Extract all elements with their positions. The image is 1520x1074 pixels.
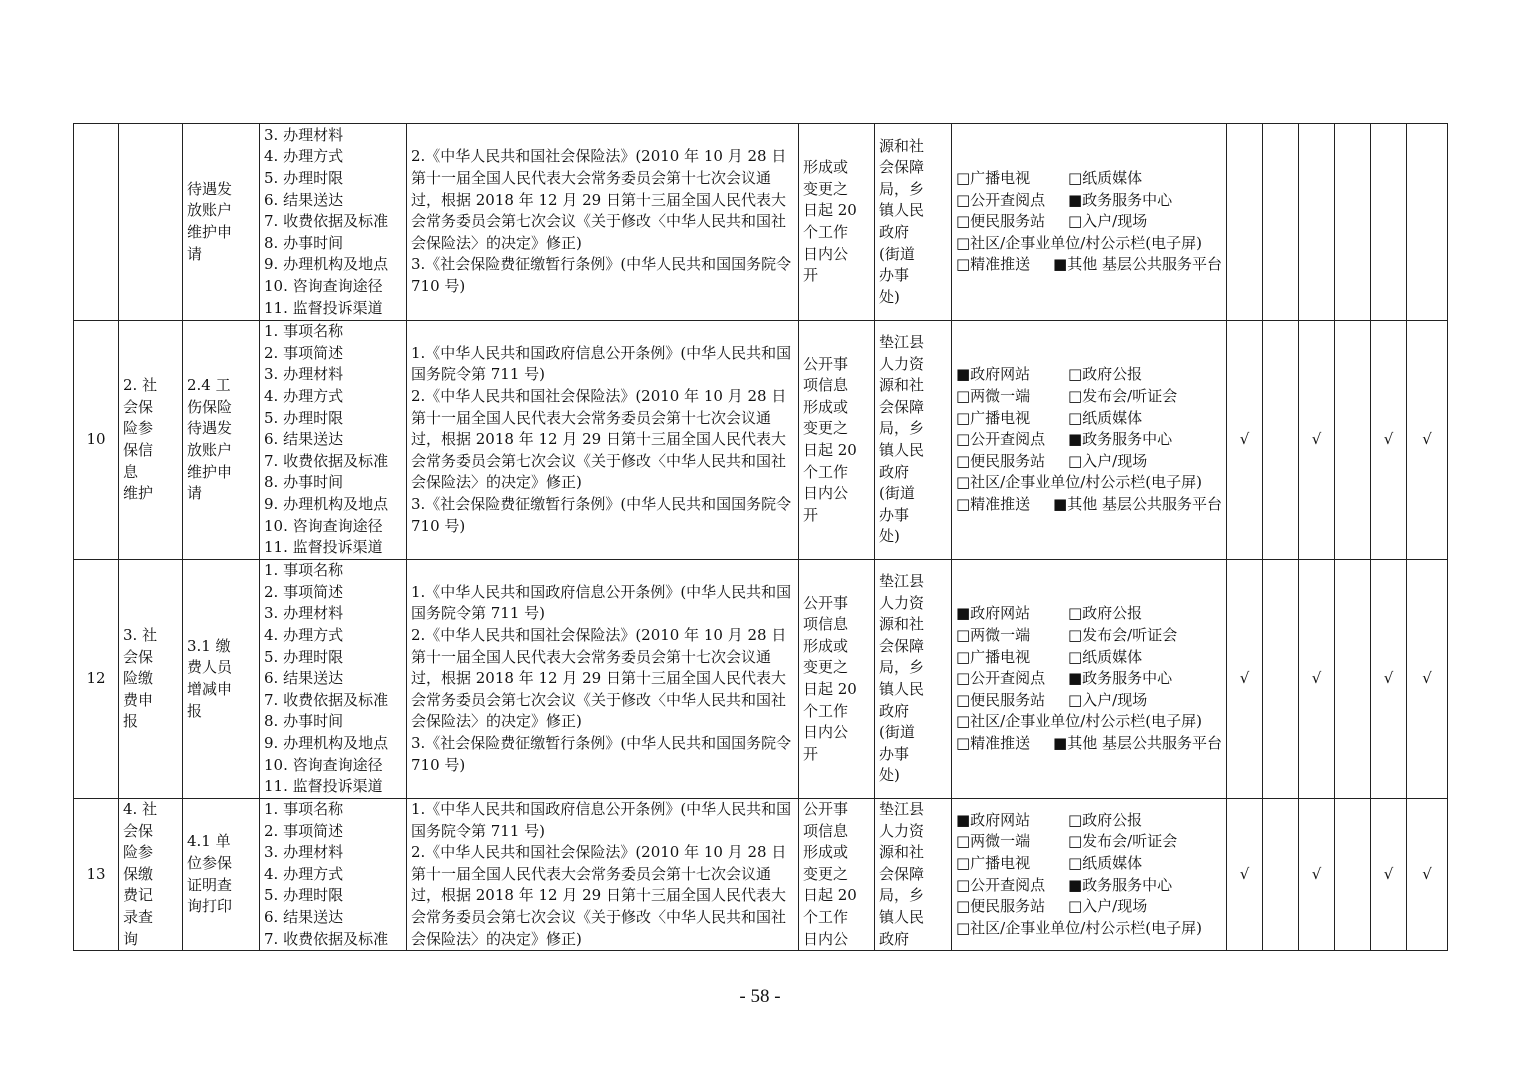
cell-line: 1.《中华人民共和国政府信息公开条例》(中华人民共和国国务院令第 711 号) (411, 582, 792, 623)
time-limit-cell (799, 124, 875, 321)
channel-option: □公开查阅点 (956, 669, 1046, 688)
cell-line: 5. 办理时限 (264, 169, 344, 188)
channel-option: □发布会/听证会 (1068, 832, 1178, 851)
subject-cell (875, 124, 952, 321)
cell-line: 报 (123, 712, 139, 731)
cell-line: 2. 事项简述 (264, 821, 344, 840)
check-cell (1371, 799, 1407, 951)
cell-line: 人力资 (879, 821, 925, 840)
cell-line: 8. 办事时间 (264, 712, 344, 731)
check-cell (1263, 321, 1299, 560)
cell-line: 询打印 (187, 897, 233, 916)
check-mark: √ (1239, 669, 1250, 688)
cell-line: 日内公 (803, 484, 849, 503)
basis-cell (407, 124, 799, 321)
row-number-text: 13 (86, 864, 106, 883)
cell-line: 保缴 (123, 864, 154, 883)
check-cell (1227, 799, 1263, 951)
cell-line: 险缴 (123, 669, 154, 688)
cell-line: 维护 (123, 484, 154, 503)
channel-line (956, 472, 1222, 494)
cell-line: 项信息 (803, 376, 849, 395)
cell-line: 2.《中华人民共和国社会保险法》(2010 年 10 月 28 日第十一届全国人民代表大会常务委员会第十七次会议通过，根据 2018 年 12 月 29 日第十三届全国人民代表大会常务委员会第七次会议《关于修改〈中华人民共和国社会保险法〉的决定》修正) (411, 147, 787, 252)
row-number-text: 10 (86, 430, 106, 449)
cell-line: 5. 办理时限 (264, 886, 344, 905)
cell-line: 4. 办理方式 (264, 387, 344, 406)
subject-cell (875, 560, 952, 799)
cell-line: 会保障 (879, 397, 925, 416)
channel-option: □两微一端 (956, 832, 1031, 851)
cell-line: 人力资 (879, 354, 925, 373)
subject-cell (875, 321, 952, 560)
cell-line: 2. 社 (123, 376, 158, 395)
check-mark: √ (1311, 669, 1322, 688)
channel-line (956, 233, 1222, 255)
channel-line (956, 429, 1222, 451)
cell-line: 3. 办理材料 (264, 125, 344, 144)
cell-line: 处) (879, 527, 900, 546)
cell-line: 开 (803, 266, 819, 285)
cell-line: 处) (879, 766, 900, 785)
cell-line: 局，乡 (879, 419, 925, 438)
check-cell (1335, 560, 1371, 799)
check-cell (1227, 124, 1263, 321)
channel-line (956, 386, 1222, 408)
table-row (74, 799, 1448, 951)
content-cell (260, 321, 407, 560)
channel-line (956, 711, 1222, 733)
table-row (74, 321, 1448, 560)
item-cell (183, 124, 260, 321)
channel-option: □公开查阅点 (956, 190, 1046, 209)
channel-option: ■政务服务中心 (1068, 875, 1173, 894)
channel-option: ■政务服务中心 (1068, 669, 1173, 688)
cell-line: 待遇发 (187, 419, 233, 438)
channel-line (956, 647, 1222, 669)
check-mark: √ (1239, 864, 1250, 883)
cell-line: 日内公 (803, 929, 849, 948)
check-cell (1227, 560, 1263, 799)
cell-line: 费人员 (187, 658, 233, 677)
cell-line: 9. 办理机构及地点 (264, 733, 389, 752)
cell-line: 增减申 (187, 680, 233, 698)
category-cell (119, 124, 183, 321)
check-cell (1371, 321, 1407, 560)
cell-line: 6. 结果送达 (264, 430, 344, 449)
cell-line: 1. 事项名称 (264, 561, 344, 580)
cell-line: 费申 (123, 690, 154, 709)
cell-line: 询 (123, 929, 139, 948)
cell-line: 2.《中华人民共和国社会保险法》(2010 年 10 月 28 日第十一届全国人民代表大会常务委员会第十七次会议通过，根据 2018 年 12 月 29 日第十三届全国人民代表大会常务委员会第七次会议《关于修改〈中华人民共和国社会保险法〉的决定》修正) (411, 626, 787, 731)
check-mark: √ (1422, 669, 1432, 688)
cell-line: 5. 办理时限 (264, 647, 344, 666)
cell-line: (街道 (879, 244, 915, 263)
channel-line (956, 168, 1222, 190)
cell-line: 镇人民 (879, 441, 925, 459)
cell-line: 10. 咨询查询途径 (264, 276, 383, 295)
channel-option: □广播电视 (956, 408, 1031, 427)
channel-line (956, 451, 1222, 473)
cell-line: 日起 20 (803, 201, 857, 220)
channel-option: □广播电视 (956, 647, 1031, 666)
cell-line: 伤保险 (187, 397, 233, 416)
channel-option: □入户/现场 (1068, 451, 1148, 470)
cell-line: 10. 咨询查询途径 (264, 755, 383, 774)
channel-option: □社区/企事业单位/村公示栏(电子屏) (956, 918, 1202, 937)
channels-cell (952, 799, 1227, 951)
check-cell (1335, 799, 1371, 951)
category-cell (119, 321, 183, 560)
cell-line: 镇人民 (879, 907, 925, 926)
cell-line: 政府 (879, 223, 910, 241)
cell-line: 3.《社会保险费征缴暂行条例》(中华人民共和国国务院令 710 号) (411, 255, 792, 295)
item-cell (183, 799, 260, 951)
cell-line: (街道 (879, 723, 915, 742)
channel-line (956, 853, 1222, 875)
category-cell (119, 799, 183, 951)
channel-line (956, 494, 1222, 516)
channel-line (956, 875, 1222, 897)
cell-line: 局，乡 (879, 658, 925, 677)
channel-line (956, 831, 1222, 853)
cell-line: 3.《社会保险费征缴暂行条例》(中华人民共和国国务院令 710 号) (411, 494, 792, 535)
cell-line: 会保 (123, 647, 154, 666)
check-cell (1299, 799, 1335, 951)
cell-line: 7. 收费依据及标准 (264, 451, 389, 470)
channel-line (956, 211, 1222, 233)
cell-line: 录查 (123, 907, 154, 926)
cell-line: 4. 社 (123, 800, 158, 818)
cell-line: 请 (187, 484, 203, 503)
channels-cell (952, 321, 1227, 560)
cell-line: 4. 办理方式 (264, 626, 344, 645)
channel-option: ■政府网站 (956, 810, 1031, 829)
channel-option: □便民服务站 (956, 451, 1046, 470)
cell-line: 息 (123, 462, 139, 481)
check-cell (1407, 560, 1448, 799)
time-limit-cell (799, 560, 875, 799)
cell-line: 2.4 工 (187, 376, 231, 395)
check-cell (1263, 799, 1299, 951)
check-cell (1299, 124, 1335, 321)
cell-line: 3.1 缴 (187, 636, 231, 655)
cell-line: 日起 20 (803, 680, 857, 698)
cell-line: 形成或 (803, 843, 849, 862)
page-number: - 58 - (739, 986, 781, 1007)
time-limit-cell (799, 321, 875, 560)
channel-line (956, 625, 1222, 647)
check-cell (1371, 560, 1407, 799)
channels-cell (952, 560, 1227, 799)
cell-line: 位参保 (187, 853, 233, 872)
channel-option: □入户/现场 (1068, 212, 1148, 231)
basis-cell (407, 321, 799, 560)
cell-line: 开 (803, 505, 819, 524)
cell-line: 1.《中华人民共和国政府信息公开条例》(中华人民共和国国务院令第 711 号) (411, 800, 792, 840)
channel-option: □社区/企事业单位/村公示栏(电子屏) (956, 473, 1202, 492)
row-number-text: 12 (86, 669, 106, 688)
cell-line: 7. 收费依据及标准 (264, 212, 389, 231)
channel-option: □公开查阅点 (956, 430, 1046, 449)
cell-line: 变更之 (803, 179, 849, 198)
item-cell (183, 560, 260, 799)
channel-option: ■政府网站 (956, 604, 1031, 623)
cell-line: 6. 结果送达 (264, 669, 344, 688)
cell-line: 项信息 (803, 615, 849, 634)
check-mark: √ (1422, 430, 1432, 449)
channel-option: □发布会/听证会 (1068, 387, 1178, 406)
cell-line: 办事 (879, 744, 910, 763)
check-cell (1299, 321, 1335, 560)
channel-option: □发布会/听证会 (1068, 626, 1178, 645)
cell-line: 证明查 (187, 875, 233, 894)
cell-line: 政府 (879, 462, 910, 481)
cell-line: 请 (187, 244, 203, 263)
channel-line (956, 408, 1222, 430)
cell-line: 3. 办理材料 (264, 843, 344, 862)
channel-line (956, 190, 1222, 212)
cell-line: 费记 (123, 886, 154, 905)
cell-line: 4. 办理方式 (264, 864, 344, 883)
cell-line: 2.《中华人民共和国社会保险法》(2010 年 10 月 28 日第十一届全国人民代表大会常务委员会第十七次会议通过，根据 2018 年 12 月 29 日第十三届全国人民代表大会常务委员会第七次会议《关于修改〈中华人民共和国社会保险法〉的决定》修正) (411, 387, 787, 492)
check-cell (1407, 321, 1448, 560)
channel-line (956, 918, 1222, 940)
cell-line: 公开事 (803, 593, 849, 612)
cell-line: 会保障 (879, 864, 925, 883)
cell-line: 开 (803, 744, 819, 763)
channel-option: □社区/企事业单位/村公示栏(电子屏) (956, 712, 1202, 731)
cell-line: 政府 (879, 701, 910, 720)
channel-option: □广播电视 (956, 853, 1031, 872)
cell-line: 公开事 (803, 800, 849, 818)
channel-line (956, 896, 1222, 918)
cell-line: 日起 20 (803, 886, 857, 905)
cell-line: 政府 (879, 929, 910, 948)
check-mark: √ (1422, 864, 1432, 883)
cell-line: 险参 (123, 843, 154, 862)
channel-option: □精准推送 (956, 255, 1031, 274)
cell-line: 源和社 (879, 136, 925, 155)
channel-option: □入户/现场 (1068, 897, 1148, 916)
cell-line: 人力资 (879, 593, 925, 612)
channel-option: □两微一端 (956, 387, 1031, 406)
cell-line: 8. 办事时间 (264, 233, 344, 252)
channel-option: □纸质媒体 (1068, 169, 1143, 188)
cell-line: 会保障 (879, 636, 925, 655)
row-number (74, 124, 119, 321)
row-number (74, 799, 119, 951)
cell-line: 垫江县 (879, 800, 925, 818)
check-cell (1371, 124, 1407, 321)
cell-line: 11. 监督投诉渠道 (264, 538, 383, 557)
subject-cell (875, 799, 952, 951)
cell-line: 待遇发 (187, 179, 233, 198)
time-limit-cell (799, 799, 875, 951)
cell-line: 3. 社 (123, 626, 158, 645)
table-row (74, 560, 1448, 799)
cell-line: 1. 事项名称 (264, 800, 344, 818)
cell-line: 1. 事项名称 (264, 322, 344, 341)
item-cell (183, 321, 260, 560)
channel-option: □政府公报 (1068, 604, 1143, 623)
channel-line (956, 733, 1222, 755)
check-mark: √ (1383, 864, 1394, 883)
cell-line: 1.《中华人民共和国政府信息公开条例》(中华人民共和国国务院令第 711 号) (411, 343, 792, 384)
row-number (74, 560, 119, 799)
channel-option: □便民服务站 (956, 897, 1046, 916)
cell-line: 放账户 (187, 201, 233, 220)
cell-line: 9. 办理机构及地点 (264, 255, 389, 274)
channel-option: □便民服务站 (956, 212, 1046, 231)
check-mark: √ (1311, 430, 1322, 449)
cell-line: 9. 办理机构及地点 (264, 494, 389, 513)
basis-cell (407, 560, 799, 799)
cell-line: 维护申 (187, 462, 233, 481)
content-cell (260, 560, 407, 799)
check-cell (1263, 124, 1299, 321)
cell-line: 4. 办理方式 (264, 147, 344, 166)
cell-line: 形成或 (803, 397, 849, 416)
table-row (74, 124, 1448, 321)
cell-line: 保信 (123, 441, 154, 459)
cell-line: 5. 办理时限 (264, 408, 344, 427)
check-mark: √ (1383, 430, 1394, 449)
channel-option: □社区/企事业单位/村公示栏(电子屏) (956, 233, 1202, 252)
cell-line: 办事 (879, 266, 910, 285)
row-number (74, 321, 119, 560)
cell-line: 10. 咨询查询途径 (264, 516, 383, 535)
cell-line: 垫江县 (879, 572, 925, 591)
check-cell (1407, 799, 1448, 951)
cell-line: 形成或 (803, 158, 849, 177)
check-cell (1227, 321, 1263, 560)
channel-line (956, 668, 1222, 690)
channel-line (956, 603, 1222, 625)
cell-line: 报 (187, 701, 203, 720)
cell-line: 6. 结果送达 (264, 190, 344, 209)
channel-line (956, 254, 1222, 276)
cell-line: 7. 收费依据及标准 (264, 690, 389, 709)
cell-line: 个工作 (803, 462, 849, 481)
cell-line: 形成或 (803, 636, 849, 655)
channel-line (956, 690, 1222, 712)
channel-option: □纸质媒体 (1068, 853, 1143, 872)
channel-option: □便民服务站 (956, 690, 1046, 709)
channel-line (956, 364, 1222, 386)
cell-line: 项信息 (803, 821, 849, 840)
cell-line: 11. 监督投诉渠道 (264, 777, 383, 796)
cell-line: 3. 办理材料 (264, 365, 344, 384)
cell-line: 会保障 (879, 158, 925, 177)
cell-line: 放账户 (187, 441, 233, 459)
cell-line: 个工作 (803, 701, 849, 720)
check-cell (1335, 124, 1371, 321)
channel-option: ■其他 基层公共服务平台 (1053, 733, 1222, 752)
check-mark: √ (1383, 669, 1394, 688)
check-mark: √ (1311, 864, 1322, 883)
channel-line (956, 810, 1222, 832)
cell-line: 个工作 (803, 223, 849, 241)
cell-line: 源和社 (879, 615, 925, 634)
channel-option: □广播电视 (956, 169, 1031, 188)
cell-line: 垫江县 (879, 333, 925, 352)
cell-line: 处) (879, 287, 900, 306)
cell-line: 日起 20 (803, 441, 857, 459)
content-cell (260, 799, 407, 951)
check-cell (1263, 560, 1299, 799)
channel-option: ■政府网站 (956, 365, 1031, 384)
cell-line: (街道 (879, 484, 915, 503)
cell-line: 11. 监督投诉渠道 (264, 298, 383, 317)
check-cell (1335, 321, 1371, 560)
channel-option: □政府公报 (1068, 365, 1143, 384)
channel-option: □精准推送 (956, 733, 1031, 752)
cell-line: 3.《社会保险费征缴暂行条例》(中华人民共和国国务院令 710 号) (411, 733, 792, 774)
channel-option: □纸质媒体 (1068, 408, 1143, 427)
cell-line: 7. 收费依据及标准 (264, 929, 389, 948)
cell-line: 2.《中华人民共和国社会保险法》(2010 年 10 月 28 日第十一届全国人民代表大会常务委员会第十七次会议通过，根据 2018 年 12 月 29 日第十三届全国人民代表大会常务委员会第七次会议《关于修改〈中华人民共和国社会保险法〉的决定》修正) (411, 843, 787, 948)
cell-line: 镇人民 (879, 680, 925, 698)
channel-option: □公开查阅点 (956, 875, 1046, 894)
cell-line: 日内公 (803, 244, 849, 263)
channel-option: ■其他 基层公共服务平台 (1053, 494, 1222, 513)
cell-line: 源和社 (879, 843, 925, 862)
channel-option: ■政务服务中心 (1068, 190, 1173, 209)
cell-line: 变更之 (803, 658, 849, 677)
cell-line: 镇人民 (879, 201, 925, 220)
disclosure-table (73, 123, 1448, 951)
cell-line: 维护申 (187, 223, 233, 241)
cell-line: 局，乡 (879, 179, 925, 198)
cell-line: 个工作 (803, 907, 849, 926)
cell-line: 公开事 (803, 354, 849, 373)
cell-line: 4.1 单 (187, 832, 231, 851)
content-cell (260, 124, 407, 321)
check-cell (1299, 560, 1335, 799)
basis-cell (407, 799, 799, 951)
channel-option: □两微一端 (956, 626, 1031, 645)
cell-line: 2. 事项简述 (264, 343, 344, 362)
cell-line: 变更之 (803, 419, 849, 438)
channel-option: □政府公报 (1068, 810, 1143, 829)
cell-line: 办事 (879, 505, 910, 524)
cell-line: 日内公 (803, 723, 849, 742)
channel-option: □纸质媒体 (1068, 647, 1143, 666)
check-cell (1407, 124, 1448, 321)
check-mark: √ (1239, 430, 1250, 449)
cell-line: 源和社 (879, 376, 925, 395)
cell-line: 会保 (123, 397, 154, 416)
cell-line: 局，乡 (879, 886, 925, 905)
channel-option: □入户/现场 (1068, 690, 1148, 709)
cell-line: 2. 事项简述 (264, 582, 344, 601)
channel-option: □精准推送 (956, 494, 1031, 513)
cell-line: 8. 办事时间 (264, 473, 344, 492)
cell-line: 会保 (123, 821, 154, 840)
cell-line: 险参 (123, 419, 154, 438)
channel-option: ■政务服务中心 (1068, 430, 1173, 449)
category-cell (119, 560, 183, 799)
cell-line: 变更之 (803, 864, 849, 883)
channels-cell (952, 124, 1227, 321)
cell-line: 3. 办理材料 (264, 604, 344, 623)
cell-line: 6. 结果送达 (264, 907, 344, 926)
channel-option: ■其他 基层公共服务平台 (1053, 255, 1222, 274)
